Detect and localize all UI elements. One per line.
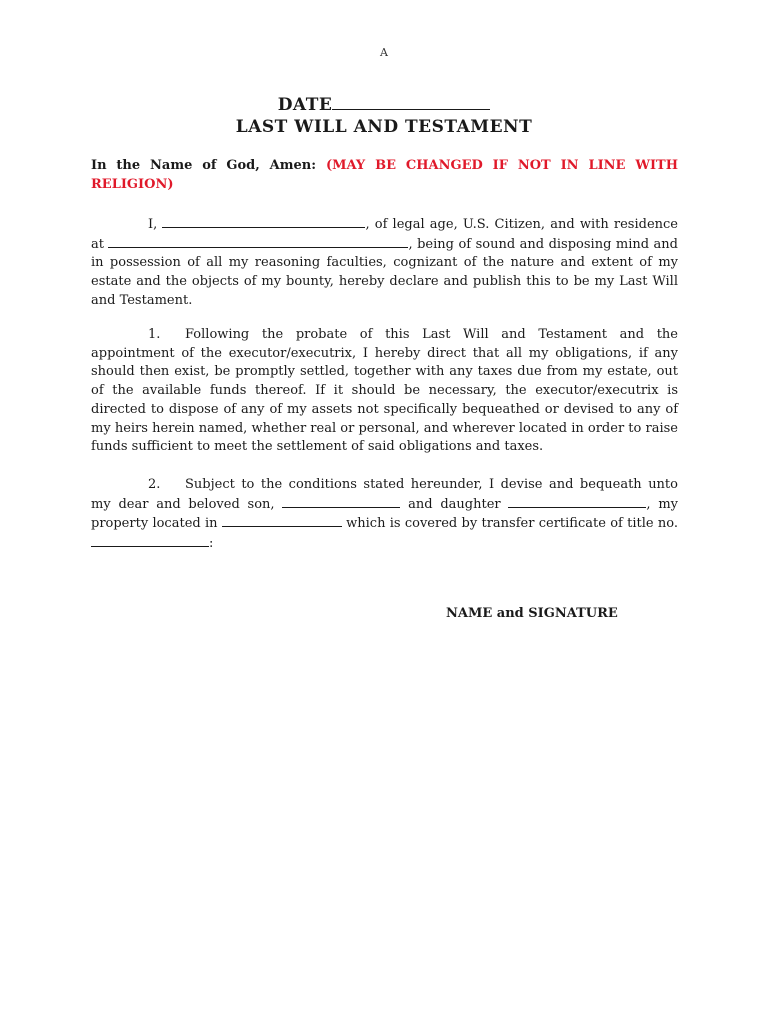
- property-location-blank: [222, 514, 342, 527]
- son-name-blank: [282, 495, 400, 508]
- invocation-text: In the Name of God, Amen:: [91, 158, 317, 173]
- bequest-text-b: and daughter: [408, 496, 501, 512]
- bequest-text-a: Subject to the conditions stated hereunder, I devise and bequeath unto my dear and beloved son,: [91, 477, 678, 512]
- paragraph-bequest: [91, 476, 678, 554]
- residence-blank: [108, 235, 408, 248]
- declaration-text-b: , of legal age, U.S. Citizen, and with residence at: [91, 217, 678, 252]
- title-number-blank: [91, 534, 209, 547]
- daughter-name-blank: [508, 495, 646, 508]
- paragraph-obligations: [91, 326, 678, 457]
- religion-note: (MAY BE CHANGED IF NOT IN LINE WITH RELIGION): [91, 158, 678, 192]
- bequest-text-d: which is covered by transfer certificate of title no.: [346, 516, 678, 532]
- date-blank: [332, 95, 490, 110]
- paragraph-declaration: [91, 215, 678, 311]
- paragraph-number: 2.: [148, 477, 161, 492]
- bequest-text-c: , my property located in: [91, 496, 678, 532]
- declaration-text-c: , being of sound and disposing mind and in possession of all my reasoning faculties, cognizant of the nature and extent of my estate and the objects of my bounty, hereby declare and publish this to be my Last Will and Testament.: [91, 236, 678, 308]
- signature-label: NAME and SIGNATURE: [446, 606, 618, 621]
- obligations-text: Following the probate of this Last Will and Testament and the appointment of the executor/executrix, I hereby direct that all my obligations, if any should then exist, be promptly settled, together with any taxes due from my estate, out of the available funds thereof. If it should be necessary, the executor/executrix is directed to dispose of any of my assets not specifically bequeathed or devised to any of my heirs herein named, whether real or personal, and wherever located in order to raise funds sufficient to meet the settlement of said obligations and taxes.: [91, 327, 678, 455]
- header-mark: A: [380, 46, 388, 59]
- title-block: [0, 94, 768, 138]
- date-line: [0, 94, 768, 116]
- document-title: LAST WILL AND TESTAMENT: [235, 117, 533, 137]
- invocation: [91, 157, 678, 194]
- bequest-text-e: :: [209, 536, 214, 552]
- testator-name-blank: [162, 215, 365, 228]
- date-label: DATE: [277, 95, 333, 115]
- declaration-text-a: I,: [148, 217, 158, 232]
- paragraph-number: 1.: [148, 327, 161, 342]
